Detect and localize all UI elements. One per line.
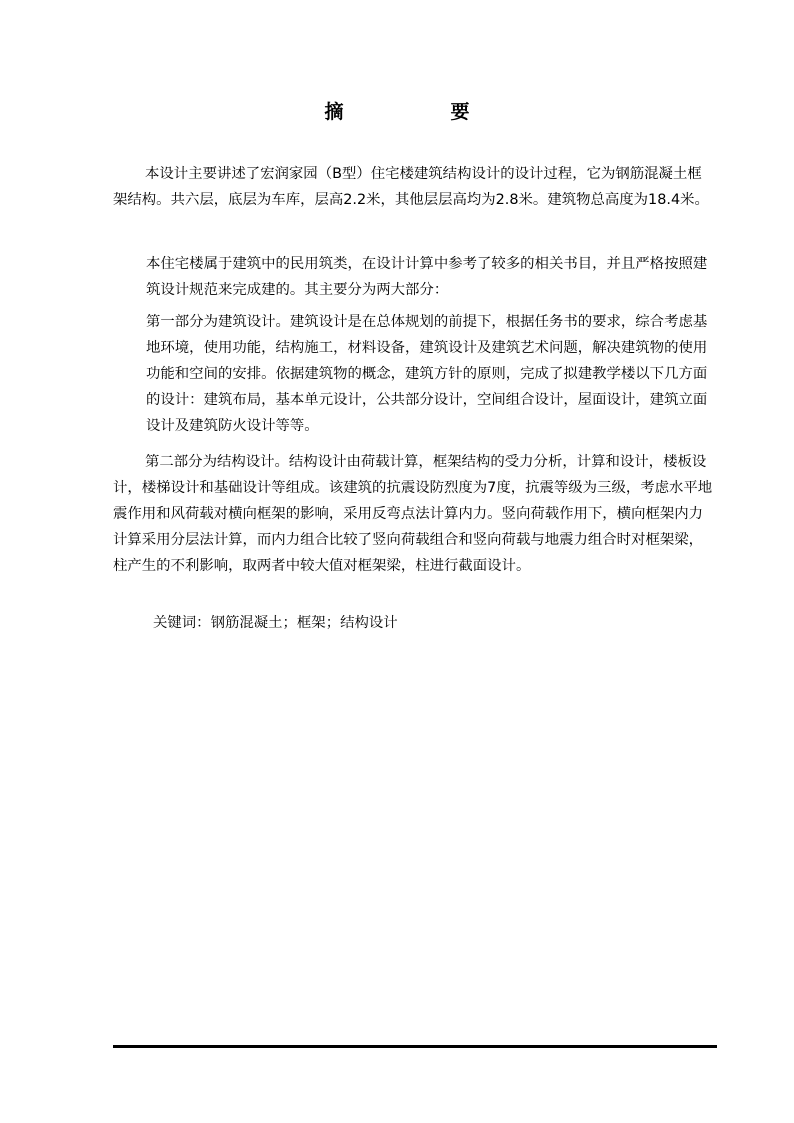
- abstract-paragraph-architecture: 第一部分为建筑设计。建筑设计是在总体规划的前提下，根据任务书的要求，综合考虑基地环境，使用功能，结构施工，材料设备，建筑设计及建筑艺术问题，解决建筑物的使用功能和空间的安排。依据建筑物的概念，建筑方针的原则，完成了拟建教学楼以下几方面的设计：建筑布局，基本单元设计，公共部分设计，空间组合设计，屋面设计，建筑立面设计及建筑防火设计等等。: [146, 314, 708, 434]
- abstract-paragraph-intro: 本设计主要讲述了宏润家园（B型）住宅楼建筑结构设计的设计过程，它为钢筋混凝土框架结构。共六层，底层为车库，层高2.2米，其他层层高均为2.8米。建筑物总高度为18.4米。: [113, 166, 709, 208]
- abstract-paragraph-scope: 本住宅楼属于建筑中的民用筑类，在设计计算中参考了较多的相关书目，并且严格按照建筑设计规范来完成建的。其主要分为两大部分：: [146, 256, 708, 298]
- page-title: 摘 要: [324, 101, 514, 123]
- abstract-paragraph-structure: 第二部分为结构设计。结构设计由荷载计算，框架结构的受力分析，计算和设计，楼板设计，楼梯设计和基础设计等组成。该建筑的抗震设防烈度为7度，抗震等级为三级，考虑水平地震作用和风荷载对横向框架的影响，采用反弯点法计算内力。竖向荷载作用下，横向框架内力计算采用分层法计算，而内力组合比较了竖向荷载组合和竖向荷载与地震力组合时对框架梁，柱产生的不利影响，取两者中较大值对框架梁，柱进行截面设计。: [113, 454, 713, 574]
- keywords-line: 关键词：钢筋混凝土；框架；结构设计: [153, 615, 398, 631]
- footer-rule: [113, 1045, 717, 1048]
